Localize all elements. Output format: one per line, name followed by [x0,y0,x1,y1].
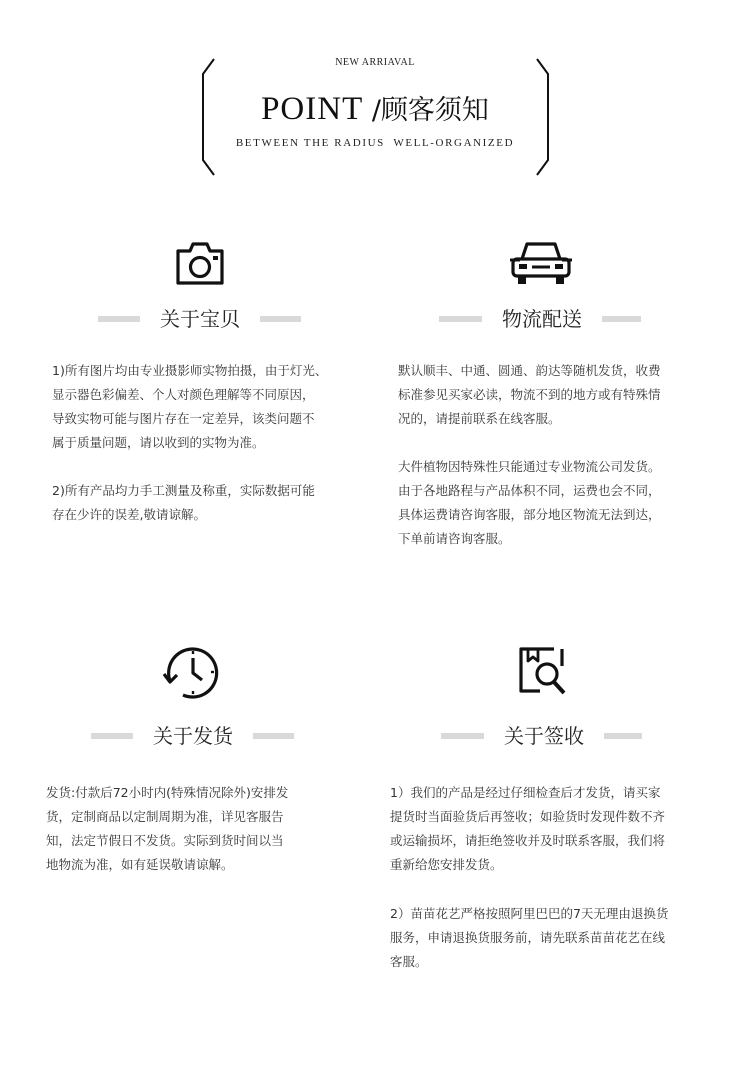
section-title-receipt: 关于签收 [484,720,604,752]
section-title-product: 关于宝贝 [140,303,260,335]
paragraph: 1）我们的产品是经过仔细检查后才发货，请买家 提货时当面验货后再签收；如验货时发现件数不齐 或运输损坏，请拒绝签收并及时联系客服，我们将 重新给您安排发货。 [390,785,666,872]
title-en: POINT [261,91,364,127]
camera-icon [174,239,226,287]
paragraph: 2）苗苗花艺严格按照阿里巴巴的7天无理由退换货 服务，申请退换货服务前，请先联系苗苗花艺在线 客服。 [390,906,669,969]
section-title-shipping: 关于发货 [133,720,253,752]
paragraph: 发货:付款后72小时内(特殊情况除外)安排发 货，定制商品以定制周期为准，详见客服告 知，法定节假日不发货。实际到货时间以当 地物流为准，如有延误敬请谅解。 [46,785,289,872]
paragraph: 大件植物因特殊性只能通过专业物流公司发货。 由于各地路程与产品体积不同，运费也会不同， 具体运费请咨询客服，部分地区物流无法到达， 下单前请咨询客服。 [398,459,661,546]
section-title-logistics: 物流配送 [482,303,602,335]
paragraph: 默认顺丰、中通、圆通、韵达等随机发货，收费 标准参见买家必读，物流不到的地方或有特殊情 况的，请提前联系在线客服。 [398,363,661,426]
paragraph: 1)所有图片均由专业摄影师实物拍摄，由于灯光、 显示器色彩偏差、个人对颜色理解等不同原因， 导致实物可能与图片存在一定差异，该类问题不 属于质量问题，请以收到的实物为准。 [52,363,328,450]
page-title [0,88,750,128]
eyebrow-text: NEW ARRIAVAL [335,57,415,68]
subtitle: BETWEEN THE RADIUS WELL-ORGANIZED [235,137,515,149]
paragraph: 2)所有产品均力手工测量及称重，实际数据可能 存在少许的误差,敬请谅解。 [52,483,315,522]
car-icon [510,239,572,287]
title-cn: /顾客须知 [363,95,489,126]
inspect-icon [518,646,568,696]
clock-icon [160,644,222,700]
